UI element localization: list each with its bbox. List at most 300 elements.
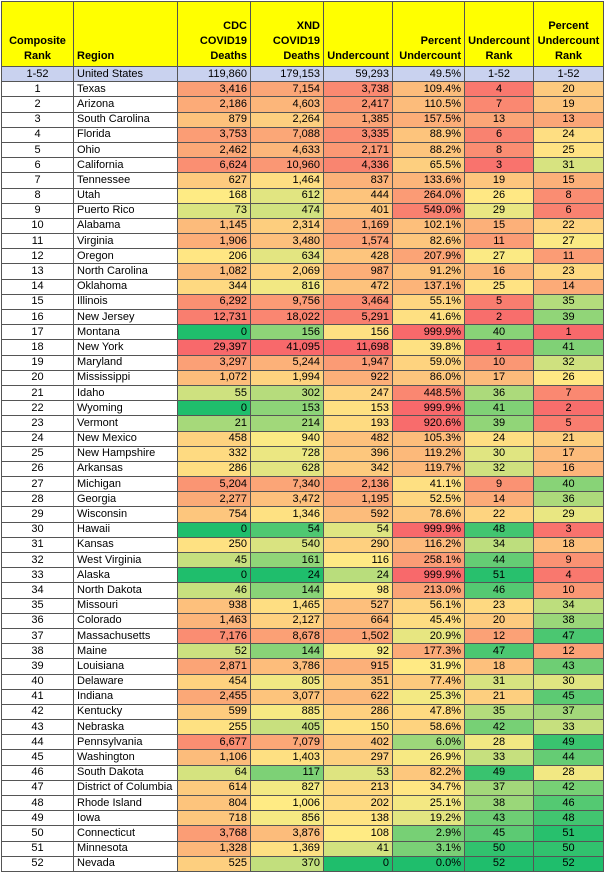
- cell-composite-rank: 5: [2, 142, 74, 157]
- table-row: [2, 310, 604, 325]
- cell-xnd-deaths: 302: [251, 385, 324, 400]
- cell-percent-undercount: 78.6%: [393, 507, 465, 522]
- header-undercount-rank: Undercount Rank: [465, 2, 534, 67]
- cell-undercount-rank: 33: [465, 750, 534, 765]
- cell-percent-undercount: 0.0%: [393, 856, 465, 871]
- cell-region: Wisconsin: [74, 507, 178, 522]
- header-undercount: Undercount: [324, 2, 393, 67]
- cell-undercount-rank: 36: [465, 385, 534, 400]
- cell-undercount: 3,738: [324, 82, 393, 97]
- cell-percent-undercount: 549.0%: [393, 203, 465, 218]
- table-row: [2, 856, 604, 871]
- cell-undercount: 53: [324, 765, 393, 780]
- cell-undercount: 92: [324, 644, 393, 659]
- cell-region: Iowa: [74, 811, 178, 826]
- cell-region: Colorado: [74, 613, 178, 628]
- cell-cdc-deaths: 754: [178, 507, 251, 522]
- table-row: [2, 492, 604, 507]
- cell-percent-undercount-rank: 21: [534, 431, 604, 446]
- cell-undercount-rank: 9: [465, 477, 534, 492]
- cell-percent-undercount-rank: 29: [534, 507, 604, 522]
- cell-percent-undercount-rank: 40: [534, 477, 604, 492]
- cell-undercount: 1,169: [324, 218, 393, 233]
- cell-percent-undercount-rank: 35: [534, 294, 604, 309]
- cell-undercount-rank: 10: [465, 355, 534, 370]
- cell-percent-undercount-rank: 24: [534, 127, 604, 142]
- cell-cdc-deaths: 2,277: [178, 492, 251, 507]
- cell-undercount-rank: 41: [465, 401, 534, 416]
- cell-xnd-deaths: 628: [251, 461, 324, 476]
- cell-cdc-deaths: 3,416: [178, 82, 251, 97]
- cell-cdc-deaths: 7,176: [178, 628, 251, 643]
- cell-cdc-deaths: 21: [178, 416, 251, 431]
- cell-percent-undercount: 119.7%: [393, 461, 465, 476]
- cell-undercount: 54: [324, 522, 393, 537]
- cell-composite-rank: 23: [2, 416, 74, 431]
- cell-xnd-deaths: 3,472: [251, 492, 324, 507]
- cell-cdc-deaths: 2,455: [178, 689, 251, 704]
- cell-undercount-rank: 49: [465, 765, 534, 780]
- table-row: [2, 370, 604, 385]
- cell-cdc-deaths: 458: [178, 431, 251, 446]
- cell-cdc-deaths: 525: [178, 856, 251, 871]
- cell-region: Alabama: [74, 218, 178, 233]
- cell-region: Puerto Rico: [74, 203, 178, 218]
- cell-percent-undercount: 116.2%: [393, 537, 465, 552]
- cell-percent-undercount: 65.5%: [393, 158, 465, 173]
- cell-undercount: 0: [324, 856, 393, 871]
- cell-undercount: 150: [324, 720, 393, 735]
- cell-xnd-deaths: 805: [251, 674, 324, 689]
- cell-cdc-deaths: 5,204: [178, 477, 251, 492]
- cell-undercount: 202: [324, 796, 393, 811]
- cell-percent-undercount: 52.5%: [393, 492, 465, 507]
- cell-percent-undercount: 49.5%: [393, 67, 465, 82]
- cell-region: Kansas: [74, 537, 178, 552]
- cell-xnd-deaths: 1,465: [251, 598, 324, 613]
- cell-undercount: 153: [324, 401, 393, 416]
- table-row: [2, 158, 604, 173]
- cell-composite-rank: 42: [2, 704, 74, 719]
- cell-region: Utah: [74, 188, 178, 203]
- cell-percent-undercount: 25.3%: [393, 689, 465, 704]
- cell-xnd-deaths: 3,077: [251, 689, 324, 704]
- cell-percent-undercount: 133.6%: [393, 173, 465, 188]
- table-row: [2, 112, 604, 127]
- cell-region: Oregon: [74, 249, 178, 264]
- cell-xnd-deaths: 156: [251, 325, 324, 340]
- cell-composite-rank: 33: [2, 568, 74, 583]
- cell-composite-rank: 4: [2, 127, 74, 142]
- cell-composite-rank: 14: [2, 279, 74, 294]
- cell-composite-rank: 17: [2, 325, 74, 340]
- cell-undercount-rank: 47: [465, 644, 534, 659]
- cell-percent-undercount-rank: 10: [534, 583, 604, 598]
- cell-percent-undercount-rank: 46: [534, 796, 604, 811]
- cell-undercount-rank: 29: [465, 203, 534, 218]
- cell-cdc-deaths: 206: [178, 249, 251, 264]
- cell-undercount: 472: [324, 279, 393, 294]
- cell-region: Montana: [74, 325, 178, 340]
- cell-cdc-deaths: 614: [178, 780, 251, 795]
- table-row: [2, 401, 604, 416]
- cell-undercount-rank: 32: [465, 461, 534, 476]
- cell-percent-undercount: 82.2%: [393, 765, 465, 780]
- cell-composite-rank: 51: [2, 841, 74, 856]
- cell-region: Nevada: [74, 856, 178, 871]
- table-row: [2, 142, 604, 157]
- cell-undercount-rank: 3: [465, 158, 534, 173]
- cell-xnd-deaths: 144: [251, 583, 324, 598]
- cell-composite-rank: 8: [2, 188, 74, 203]
- cell-composite-rank: 44: [2, 735, 74, 750]
- cell-xnd-deaths: 24: [251, 568, 324, 583]
- cell-cdc-deaths: 250: [178, 537, 251, 552]
- cell-percent-undercount-rank: 9: [534, 553, 604, 568]
- cell-xnd-deaths: 728: [251, 446, 324, 461]
- cell-cdc-deaths: 2,462: [178, 142, 251, 157]
- cell-xnd-deaths: 18,022: [251, 310, 324, 325]
- cell-undercount-rank: 16: [465, 264, 534, 279]
- cell-undercount-rank: 13: [465, 112, 534, 127]
- cell-cdc-deaths: 64: [178, 765, 251, 780]
- cell-undercount: 41: [324, 841, 393, 856]
- cell-percent-undercount-rank: 44: [534, 750, 604, 765]
- cell-xnd-deaths: 179,153: [251, 67, 324, 82]
- cell-xnd-deaths: 2,127: [251, 613, 324, 628]
- us-total-row: [2, 67, 604, 82]
- cell-cdc-deaths: 1,072: [178, 370, 251, 385]
- cell-xnd-deaths: 41,095: [251, 340, 324, 355]
- cell-region: New Hampshire: [74, 446, 178, 461]
- cell-cdc-deaths: 1,328: [178, 841, 251, 856]
- cell-xnd-deaths: 54: [251, 522, 324, 537]
- cell-percent-undercount-rank: 3: [534, 522, 604, 537]
- cell-percent-undercount: 105.3%: [393, 431, 465, 446]
- cell-percent-undercount: 56.1%: [393, 598, 465, 613]
- cell-region: Arkansas: [74, 461, 178, 476]
- cell-undercount-rank: 1-52: [465, 67, 534, 82]
- cell-undercount-rank: 2: [465, 310, 534, 325]
- cell-xnd-deaths: 153: [251, 401, 324, 416]
- cell-composite-rank: 52: [2, 856, 74, 871]
- cell-composite-rank: 16: [2, 310, 74, 325]
- cell-region: Tennessee: [74, 173, 178, 188]
- cell-percent-undercount: 999.9%: [393, 568, 465, 583]
- cell-percent-undercount-rank: 49: [534, 735, 604, 750]
- table-row: [2, 507, 604, 522]
- cell-undercount-rank: 43: [465, 811, 534, 826]
- cell-composite-rank: 32: [2, 553, 74, 568]
- cell-undercount-rank: 50: [465, 841, 534, 856]
- cell-percent-undercount: 88.9%: [393, 127, 465, 142]
- cell-xnd-deaths: 7,154: [251, 82, 324, 97]
- table-row: [2, 811, 604, 826]
- cell-percent-undercount-rank: 25: [534, 142, 604, 157]
- cell-percent-undercount-rank: 4: [534, 568, 604, 583]
- cell-xnd-deaths: 474: [251, 203, 324, 218]
- cell-undercount-rank: 17: [465, 370, 534, 385]
- cell-composite-rank: 11: [2, 234, 74, 249]
- cell-percent-undercount: 88.2%: [393, 142, 465, 157]
- table-row: [2, 188, 604, 203]
- cell-percent-undercount-rank: 12: [534, 644, 604, 659]
- table-row: [2, 218, 604, 233]
- cell-percent-undercount: 19.2%: [393, 811, 465, 826]
- cell-region: Delaware: [74, 674, 178, 689]
- cell-xnd-deaths: 144: [251, 644, 324, 659]
- cell-undercount: 401: [324, 203, 393, 218]
- cell-cdc-deaths: 1,106: [178, 750, 251, 765]
- cell-percent-undercount-rank: 27: [534, 234, 604, 249]
- cell-percent-undercount: 26.9%: [393, 750, 465, 765]
- cell-undercount: 837: [324, 173, 393, 188]
- cell-undercount: 11,698: [324, 340, 393, 355]
- cell-undercount-rank: 38: [465, 796, 534, 811]
- cell-cdc-deaths: 3,753: [178, 127, 251, 142]
- cell-region: United States: [74, 67, 178, 82]
- cell-cdc-deaths: 0: [178, 401, 251, 416]
- table-row: [2, 264, 604, 279]
- cell-undercount-rank: 39: [465, 416, 534, 431]
- cell-undercount: 664: [324, 613, 393, 628]
- cell-composite-rank: 7: [2, 173, 74, 188]
- cell-cdc-deaths: 52: [178, 644, 251, 659]
- cell-percent-undercount-rank: 1-52: [534, 67, 604, 82]
- cell-percent-undercount-rank: 17: [534, 446, 604, 461]
- cell-composite-rank: 28: [2, 492, 74, 507]
- cell-region: Virginia: [74, 234, 178, 249]
- table-row: [2, 203, 604, 218]
- header-xnd-deaths: XND COVID19 Deaths: [251, 2, 324, 67]
- cell-composite-rank: 39: [2, 659, 74, 674]
- cell-percent-undercount-rank: 39: [534, 310, 604, 325]
- cell-cdc-deaths: 718: [178, 811, 251, 826]
- cell-composite-rank: 18: [2, 340, 74, 355]
- cell-xnd-deaths: 214: [251, 416, 324, 431]
- cell-percent-undercount: 264.0%: [393, 188, 465, 203]
- table-row: [2, 628, 604, 643]
- cell-percent-undercount: 41.1%: [393, 477, 465, 492]
- cell-cdc-deaths: 1,145: [178, 218, 251, 233]
- cell-xnd-deaths: 7,079: [251, 735, 324, 750]
- table-row: [2, 325, 604, 340]
- header-region: Region: [74, 2, 178, 67]
- cell-cdc-deaths: 938: [178, 598, 251, 613]
- table-row: [2, 294, 604, 309]
- cell-undercount: 5,291: [324, 310, 393, 325]
- cell-undercount: 428: [324, 249, 393, 264]
- cell-undercount-rank: 35: [465, 704, 534, 719]
- table-row: [2, 720, 604, 735]
- cell-composite-rank: 25: [2, 446, 74, 461]
- cell-undercount: 444: [324, 188, 393, 203]
- cell-undercount: 247: [324, 385, 393, 400]
- cell-xnd-deaths: 2,069: [251, 264, 324, 279]
- cell-percent-undercount-rank: 48: [534, 811, 604, 826]
- cell-xnd-deaths: 634: [251, 249, 324, 264]
- cell-region: New Mexico: [74, 431, 178, 446]
- cell-undercount: 1,195: [324, 492, 393, 507]
- table-row: [2, 234, 604, 249]
- cell-percent-undercount: 110.5%: [393, 97, 465, 112]
- cell-percent-undercount-rank: 51: [534, 826, 604, 841]
- cell-region: Massachusetts: [74, 628, 178, 643]
- table-row: [2, 416, 604, 431]
- cell-region: Oklahoma: [74, 279, 178, 294]
- cell-xnd-deaths: 117: [251, 765, 324, 780]
- table-row: [2, 796, 604, 811]
- cell-cdc-deaths: 29,397: [178, 340, 251, 355]
- cell-cdc-deaths: 0: [178, 325, 251, 340]
- cell-percent-undercount: 45.4%: [393, 613, 465, 628]
- table-row: [2, 583, 604, 598]
- cell-percent-undercount-rank: 20: [534, 82, 604, 97]
- cell-undercount: 297: [324, 750, 393, 765]
- cell-region: Nebraska: [74, 720, 178, 735]
- cell-xnd-deaths: 1,994: [251, 370, 324, 385]
- cell-composite-rank: 27: [2, 477, 74, 492]
- cell-undercount-rank: 51: [465, 568, 534, 583]
- cell-percent-undercount-rank: 30: [534, 674, 604, 689]
- table-row: [2, 841, 604, 856]
- cell-undercount-rank: 22: [465, 507, 534, 522]
- cell-cdc-deaths: 3,768: [178, 826, 251, 841]
- cell-region: Idaho: [74, 385, 178, 400]
- cell-undercount-rank: 31: [465, 674, 534, 689]
- cell-percent-undercount-rank: 22: [534, 218, 604, 233]
- cell-composite-rank: 24: [2, 431, 74, 446]
- cell-percent-undercount-rank: 23: [534, 264, 604, 279]
- cell-undercount: 622: [324, 689, 393, 704]
- cell-undercount-rank: 37: [465, 780, 534, 795]
- cell-undercount: 193: [324, 416, 393, 431]
- cell-xnd-deaths: 3,876: [251, 826, 324, 841]
- cell-undercount-rank: 48: [465, 522, 534, 537]
- cell-composite-rank: 50: [2, 826, 74, 841]
- cell-region: Louisiana: [74, 659, 178, 674]
- cell-undercount: 1,385: [324, 112, 393, 127]
- cell-percent-undercount: 109.4%: [393, 82, 465, 97]
- cell-percent-undercount-rank: 33: [534, 720, 604, 735]
- cell-undercount: 286: [324, 704, 393, 719]
- cell-composite-rank: 46: [2, 765, 74, 780]
- cell-undercount: 3,335: [324, 127, 393, 142]
- cell-composite-rank: 22: [2, 401, 74, 416]
- cell-percent-undercount-rank: 19: [534, 97, 604, 112]
- table-row: [2, 249, 604, 264]
- cell-undercount: 4,336: [324, 158, 393, 173]
- cell-cdc-deaths: 119,860: [178, 67, 251, 82]
- table-row: [2, 355, 604, 370]
- cell-percent-undercount: 59.0%: [393, 355, 465, 370]
- cell-composite-rank: 40: [2, 674, 74, 689]
- header-percent-undercount-rank: Percent Undercount Rank: [534, 2, 604, 67]
- cell-region: Maine: [74, 644, 178, 659]
- cell-undercount-rank: 14: [465, 492, 534, 507]
- table-row: [2, 644, 604, 659]
- cell-xnd-deaths: 3,786: [251, 659, 324, 674]
- cell-undercount: 108: [324, 826, 393, 841]
- cell-region: South Dakota: [74, 765, 178, 780]
- cell-undercount-rank: 45: [465, 826, 534, 841]
- cell-percent-undercount-rank: 42: [534, 780, 604, 795]
- cell-percent-undercount-rank: 37: [534, 704, 604, 719]
- cell-composite-rank: 43: [2, 720, 74, 735]
- cell-xnd-deaths: 7,340: [251, 477, 324, 492]
- cell-region: Indiana: [74, 689, 178, 704]
- cell-composite-rank: 31: [2, 537, 74, 552]
- cell-percent-undercount: 31.9%: [393, 659, 465, 674]
- cell-undercount: 213: [324, 780, 393, 795]
- cell-xnd-deaths: 1,006: [251, 796, 324, 811]
- cell-undercount-rank: 52: [465, 856, 534, 871]
- table-row: [2, 537, 604, 552]
- cell-undercount-rank: 20: [465, 613, 534, 628]
- cell-composite-rank: 26: [2, 461, 74, 476]
- cell-undercount: 1,502: [324, 628, 393, 643]
- cell-percent-undercount: 213.0%: [393, 583, 465, 598]
- cell-percent-undercount-rank: 14: [534, 279, 604, 294]
- cell-percent-undercount: 157.5%: [393, 112, 465, 127]
- cell-percent-undercount-rank: 36: [534, 492, 604, 507]
- cell-cdc-deaths: 454: [178, 674, 251, 689]
- cell-percent-undercount: 999.9%: [393, 522, 465, 537]
- cell-cdc-deaths: 45: [178, 553, 251, 568]
- cell-composite-rank: 1: [2, 82, 74, 97]
- cell-cdc-deaths: 6,292: [178, 294, 251, 309]
- table-row: [2, 173, 604, 188]
- cell-percent-undercount-rank: 28: [534, 765, 604, 780]
- cell-composite-rank: 34: [2, 583, 74, 598]
- cell-undercount: 156: [324, 325, 393, 340]
- cell-percent-undercount: 58.6%: [393, 720, 465, 735]
- table-row: [2, 431, 604, 446]
- cell-percent-undercount-rank: 50: [534, 841, 604, 856]
- cell-composite-rank: 15: [2, 294, 74, 309]
- cell-composite-rank: 2: [2, 97, 74, 112]
- cell-xnd-deaths: 2,264: [251, 112, 324, 127]
- cell-undercount-rank: 26: [465, 188, 534, 203]
- cell-percent-undercount-rank: 47: [534, 628, 604, 643]
- table-row: [2, 659, 604, 674]
- cell-xnd-deaths: 4,603: [251, 97, 324, 112]
- header-composite-rank: Composite Rank: [2, 2, 74, 67]
- cell-cdc-deaths: 344: [178, 279, 251, 294]
- cell-composite-rank: 37: [2, 628, 74, 643]
- table-row: [2, 522, 604, 537]
- table-row: [2, 446, 604, 461]
- table-row: [2, 780, 604, 795]
- cell-percent-undercount-rank: 1: [534, 325, 604, 340]
- cell-percent-undercount: 34.7%: [393, 780, 465, 795]
- cell-region: North Carolina: [74, 264, 178, 279]
- cell-percent-undercount: 102.1%: [393, 218, 465, 233]
- cell-xnd-deaths: 885: [251, 704, 324, 719]
- table-row: [2, 279, 604, 294]
- cell-undercount: 396: [324, 446, 393, 461]
- cell-xnd-deaths: 370: [251, 856, 324, 871]
- cell-percent-undercount: 207.9%: [393, 249, 465, 264]
- cell-composite-rank: 48: [2, 796, 74, 811]
- cell-region: Georgia: [74, 492, 178, 507]
- cell-region: New York: [74, 340, 178, 355]
- cell-undercount-rank: 25: [465, 279, 534, 294]
- cell-undercount: 3,464: [324, 294, 393, 309]
- table-row: [2, 689, 604, 704]
- cell-composite-rank: 19: [2, 355, 74, 370]
- cell-undercount: 351: [324, 674, 393, 689]
